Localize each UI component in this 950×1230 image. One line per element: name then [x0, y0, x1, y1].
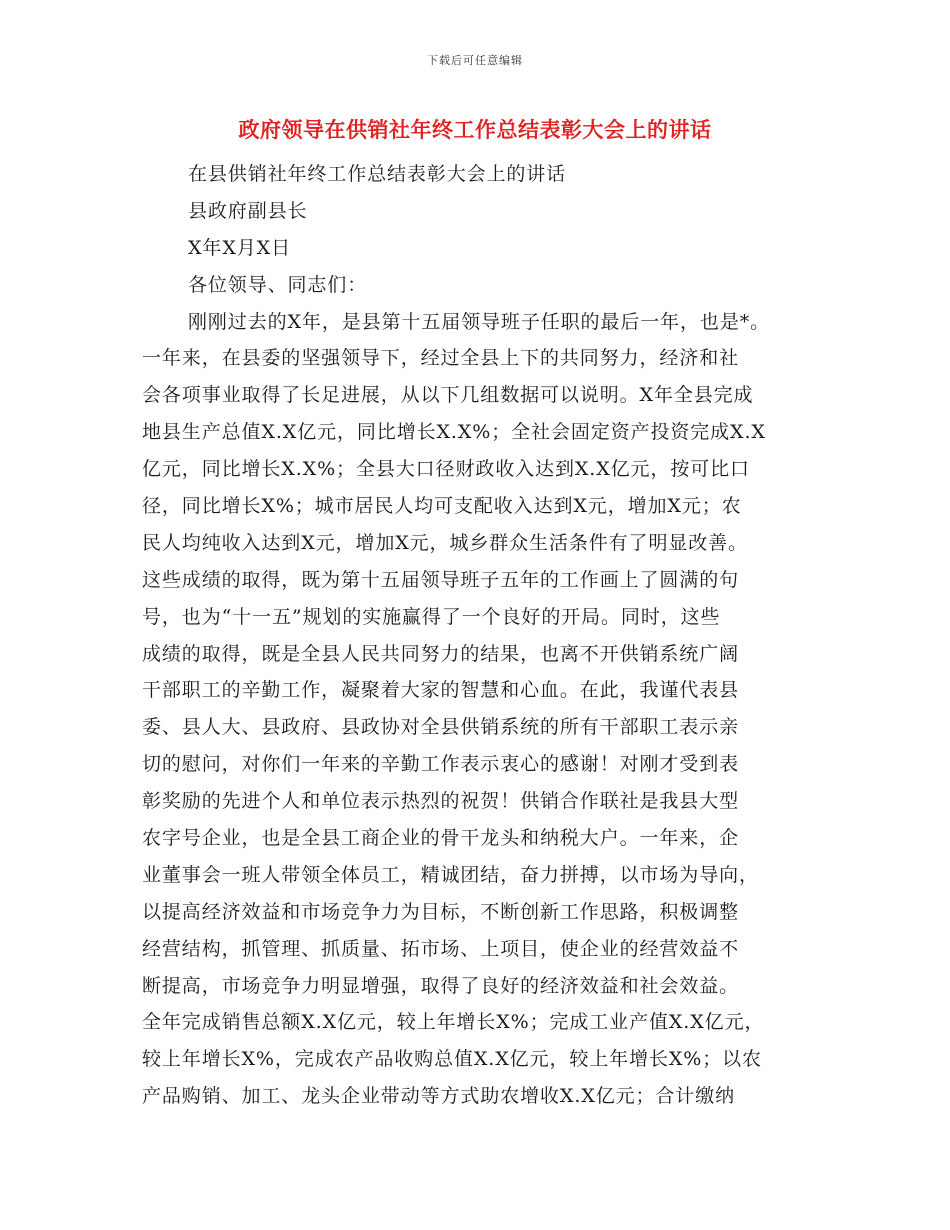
document-body — [142, 156, 814, 1115]
body-line: 各位领导、同志们： — [188, 273, 368, 296]
body-line: 这些成绩的取得，既为第十五届领导班子五年的工作画上了圆满的句 — [142, 568, 740, 591]
body-line: 全年完成销售总额X.X亿元，较上年增长X%；完成工业产值X.X亿元， — [142, 1011, 765, 1034]
body-line: 产品购销、加工、龙头企业带动等方式助农增收X.X亿元；合计缴纳 — [142, 1085, 735, 1108]
body-line: 经营结构，抓管理、抓质量、拓市场、上项目，使企业的经营效益不 — [142, 937, 740, 960]
body-line: 民人均纯收入达到X元，增加X元，城乡群众生活条件有了明显改善。 — [142, 531, 748, 554]
body-line: 断提高，市场竞争力明显增强，取得了良好的经济效益和社会效益。 — [142, 974, 740, 997]
body-line: 较上年增长X%，完成农产品收购总值X.X亿元，较上年增长X%；以农 — [142, 1048, 762, 1071]
body-line: 农字号企业，也是全县工商企业的骨干龙头和纳税大户。一年来，企 — [142, 827, 740, 850]
body-line: 干部职工的辛勤工作，凝聚着大家的智慧和心血。在此，我谨代表县 — [142, 679, 740, 702]
body-line: 以提高经济效益和市场竞争力为目标，不断创新工作思路，积极调整 — [142, 900, 740, 923]
body-line: X年X月X日 — [188, 236, 291, 259]
body-line: 业董事会一班人带领全体员工，精诚团结，奋力拼搏，以市场为导向， — [142, 863, 759, 886]
body-line: 切的慰问，对你们一年来的辛勤工作表示衷心的感谢！对刚才受到表 — [142, 753, 740, 776]
body-line: 刚刚过去的X年，是县第十五届领导班子任职的最后一年，也是*。 — [188, 310, 771, 333]
body-line: 地县生产总值X.X亿元，同比增长X.X%；全社会固定资产投资完成X.X — [142, 421, 766, 444]
body-line: 径，同比增长X%；城市居民人均可支配收入达到X元，增加X元；农 — [142, 495, 742, 518]
body-line: 号，也为“十一五”规划的实施赢得了一个良好的开局。同时，这些 — [142, 605, 721, 628]
body-line: 在县供销社年终工作总结表彰大会上的讲话 — [188, 163, 567, 185]
body-line: 亿元，同比增长X.X%；全县大口径财政收入达到X.X亿元，按可比口 — [142, 458, 750, 481]
body-line: 会各项事业取得了长足进展，从以下几组数据可以说明。X年全县完成 — [142, 384, 754, 407]
body-line: 成绩的取得，既是全县人民共同努力的结果，也离不开供销系统广阔 — [142, 642, 740, 665]
body-line: 委、县人大、县政府、县政协对全县供销系统的所有干部职工表示亲 — [142, 716, 740, 739]
body-line: 彰奖励的先进个人和单位表示热烈的祝贺！供销合作联社是我县大型 — [142, 790, 740, 813]
document-title: 政府领导在供销社年终工作总结表彰大会上的讲话 — [238, 117, 712, 142]
body-line: 县政府副县长 — [188, 199, 308, 222]
body-line: 一年来，在县委的坚强领导下，经过全县上下的共同努力，经济和社 — [142, 347, 740, 370]
page-header: 下载后可任意编辑 — [427, 54, 523, 67]
